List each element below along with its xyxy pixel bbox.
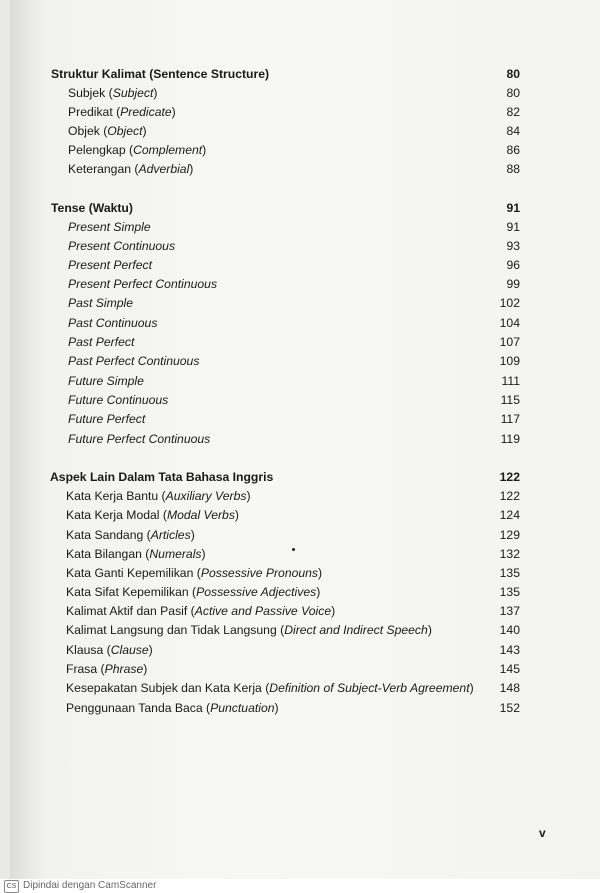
toc-entry: Past Continuous xyxy=(68,316,158,330)
entry-page-number: 86 xyxy=(506,143,520,157)
entry-page-number: 122 xyxy=(499,489,520,503)
document-page xyxy=(10,0,600,893)
entry-page-number: 152 xyxy=(499,701,520,715)
entry-page-number: 109 xyxy=(499,354,520,368)
entry-page-number: 107 xyxy=(499,335,520,349)
toc-entry: Kata Ganti Kepemilikan (Possessive Pronouns) xyxy=(66,566,323,580)
toc-entry: Subjek (Subject) xyxy=(68,86,158,100)
toc-entry: Kata Kerja Modal (Modal Verbs) xyxy=(66,508,239,522)
toc-entry: Future Perfect Continuous xyxy=(68,432,211,446)
toc-entry: Klausa (Clause) xyxy=(66,643,153,657)
entry-page-number: 93 xyxy=(506,239,520,253)
toc-entry: Keterangan (Adverbial) xyxy=(68,162,194,176)
footer-page-number: v xyxy=(539,826,546,840)
camscanner-logo-icon: CS xyxy=(4,880,19,893)
toc-entry: Kesepakatan Subjek dan Kata Kerja (Definition of Subject-Verb Agreement) xyxy=(66,681,474,695)
entry-page-number: 145 xyxy=(499,662,520,676)
entry-page-number: 96 xyxy=(506,258,520,272)
toc-entry: Kata Sandang (Articles) xyxy=(66,528,195,542)
entry-page-number: 99 xyxy=(506,277,520,291)
section-heading-tense: Tense (Waktu) xyxy=(51,201,133,215)
watermark-text: Dipindai dengan CamScanner xyxy=(23,880,157,891)
toc-entry: Past Simple xyxy=(68,296,134,310)
entry-page-number: 129 xyxy=(499,528,520,542)
section-heading-sentence-structure: Struktur Kalimat (Sentence Structure) xyxy=(51,67,270,81)
toc-entry: Penggunaan Tanda Baca (Punctuation) xyxy=(66,701,279,715)
toc-entry: Predikat (Predicate) xyxy=(68,105,176,119)
toc-entry: Present Perfect Continuous xyxy=(68,277,218,291)
entry-page-number: 88 xyxy=(506,162,520,176)
ink-speck xyxy=(292,548,295,551)
entry-page-number: 82 xyxy=(506,105,520,119)
entry-page-number: 102 xyxy=(499,296,520,310)
toc-entry: Objek (Object) xyxy=(68,124,147,138)
toc-entry: Future Simple xyxy=(68,374,144,388)
entry-page-number: 84 xyxy=(506,124,520,138)
toc-entry: Pelengkap (Complement) xyxy=(68,143,207,157)
toc-entry: Kalimat Langsung dan Tidak Langsung (Direct and Indirect Speech) xyxy=(66,623,432,637)
toc-entry: Frasa (Phrase) xyxy=(66,662,148,676)
entry-page-number: 124 xyxy=(499,508,520,522)
toc-entry: Past Perfect xyxy=(68,335,135,349)
toc-entry: Past Perfect Continuous xyxy=(68,354,200,368)
entry-page-number: 135 xyxy=(499,566,520,580)
entry-page-number: 117 xyxy=(500,412,520,426)
toc-entry: Present Simple xyxy=(68,220,151,234)
entry-page-number: 143 xyxy=(499,643,520,657)
entry-page-number: 140 xyxy=(499,623,520,637)
toc-entry: Future Continuous xyxy=(68,393,169,407)
toc-entry: Kata Kerja Bantu (Auxiliary Verbs) xyxy=(66,489,251,503)
section-page-number: 80 xyxy=(506,67,520,81)
entry-page-number: 135 xyxy=(499,585,520,599)
entry-page-number: 137 xyxy=(499,604,520,618)
entry-page-number: 91 xyxy=(506,220,520,234)
entry-page-number: 104 xyxy=(499,316,520,330)
entry-page-number: 148 xyxy=(499,681,520,695)
toc-entry: Kalimat Aktif dan Pasif (Active and Passive Voice) xyxy=(66,604,336,618)
entry-page-number: 80 xyxy=(506,86,520,100)
section-heading-other-aspects: Aspek Lain Dalam Tata Bahasa Inggris xyxy=(50,470,274,484)
toc-entry: Future Perfect xyxy=(68,412,146,426)
toc-entry: Kata Sifat Kepemilikan (Possessive Adjectives) xyxy=(66,585,321,599)
entry-page-number: 119 xyxy=(500,432,520,446)
section-page-number: 122 xyxy=(499,470,520,484)
entry-page-number: 111 xyxy=(501,374,520,388)
section-page-number: 91 xyxy=(506,201,520,215)
toc-entry: Kata Bilangan (Numerals) xyxy=(66,547,206,561)
scanner-watermark xyxy=(0,879,600,893)
toc-entry: Present Continuous xyxy=(68,239,176,253)
entry-page-number: 132 xyxy=(499,547,520,561)
entry-page-number: 115 xyxy=(500,393,520,407)
toc-entry: Present Perfect xyxy=(68,258,152,272)
